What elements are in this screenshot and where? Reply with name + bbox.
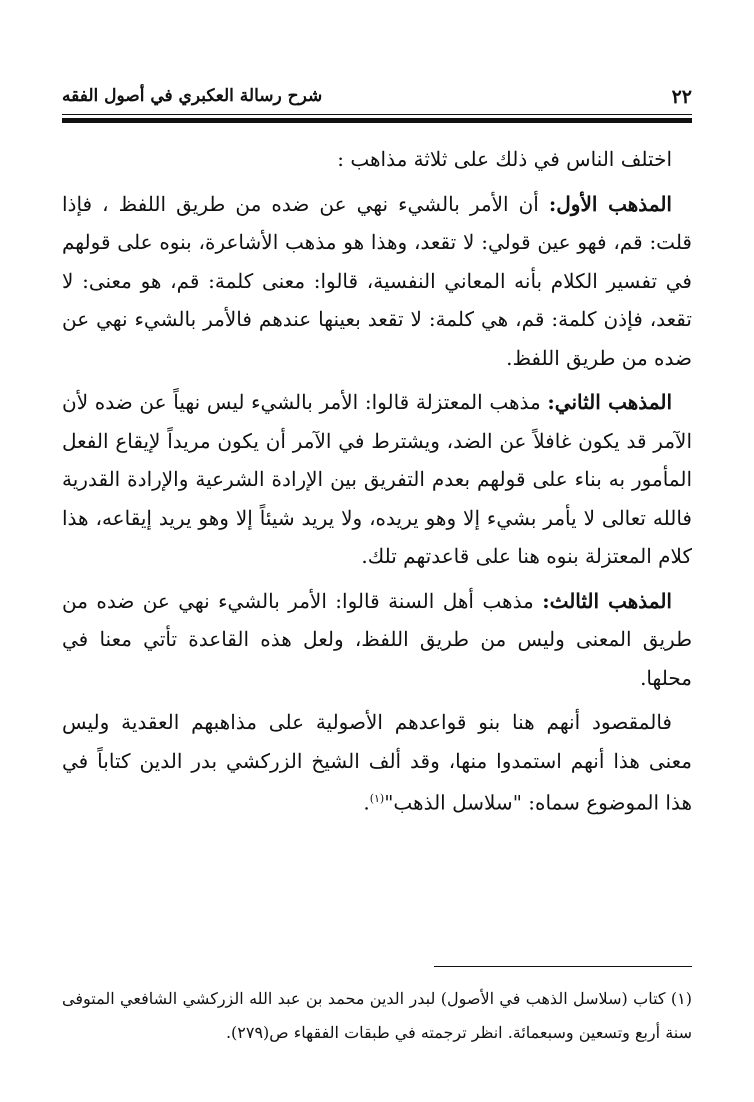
- third-school-text: مذهب أهل السنة قالوا: الأمر بالشيء نهي عن ضده من طريق المعنى وليس من طريق اللفظ، ولعل هذه القاعدة تأتي معنا في محلها.: [62, 588, 692, 690]
- footnotes: [62, 982, 692, 1050]
- third-school-heading: المذهب الثالث:: [542, 588, 672, 613]
- paragraph-second-school: [62, 383, 692, 576]
- second-school-heading: المذهب الثاني:: [547, 390, 672, 414]
- page-number: ٢٢: [671, 86, 692, 108]
- footnote-1: (١) كتاب (سلاسل الذهب في الأصول) لبدر الدين محمد بن عبد الله الزركشي الشافعي المتوفى سنة أربع وتسعين وسبعمائة. انظر ترجمته في طبقات الفقهاء ص(٢٧٩).: [62, 989, 692, 1042]
- paragraph-third-school: [62, 582, 692, 698]
- paragraph-first-school: [62, 185, 692, 378]
- second-school-text: مذهب المعتزلة قالوا: الأمر بالشيء ليس نهياً عن ضده لأن الآمر قد يكون غافلاً عن الضد، ويشترط في الآمر أن يكون مريداً لإيقاع الفعل المأمور به بناء على قولهم بعدم التفريق بين الإرادة الشرعية والإرادة القدرية فالله تعالى لا يأمر بشيء إلا وهو يريده، ولا يريد شيئاً إلا وهو يريد إيقاعه، هذا كلام المعتزلة بنوه هنا على قاعدتهم تلك.: [62, 390, 692, 568]
- footnote-reference: (١): [369, 792, 385, 805]
- page-header: [62, 86, 692, 116]
- footnote-separator: [434, 966, 692, 967]
- first-school-heading: المذهب الأول:: [548, 191, 672, 216]
- paragraph-conclusion: [62, 703, 692, 822]
- main-text: [62, 140, 692, 828]
- first-school-text: أن الأمر بالشيء نهي عن ضده من طريق اللفظ ، فإذا قلت: قم، فهو عين قولي: لا تقعد، وهذا هو مذهب الأشاعرة، بنوه على قولهم في تفسير الكلام بأنه المعاني النفسية، قالوا: معنى كلمة: قم، هو معنى: لا تقعد، فإذن كلمة: قم، هي كلمة: لا تقعد بعينها عندهم فالأمر بالشيء نهي عن ضده من طريق اللفظ.: [62, 191, 692, 370]
- intro-paragraph: اختلف الناس في ذلك على ثلاثة مذاهب :: [337, 147, 672, 171]
- running-title: شرح رسالة العكبري في أصول الفقه: [62, 86, 323, 106]
- header-rule-thick: [62, 118, 692, 123]
- conclusion-end: .: [363, 790, 370, 815]
- header-rule-thin: [62, 114, 692, 115]
- conclusion-text: فالمقصود أنهم هنا بنو قواعدهم الأصولية على مذاهبهم العقدية وليس معنى هذا أنهم استمدوا منها، وقد ألف الشيخ الزركشي بدر الدين كتاباً في هذا الموضوع سماه: "سلاسل الذهب": [62, 710, 692, 815]
